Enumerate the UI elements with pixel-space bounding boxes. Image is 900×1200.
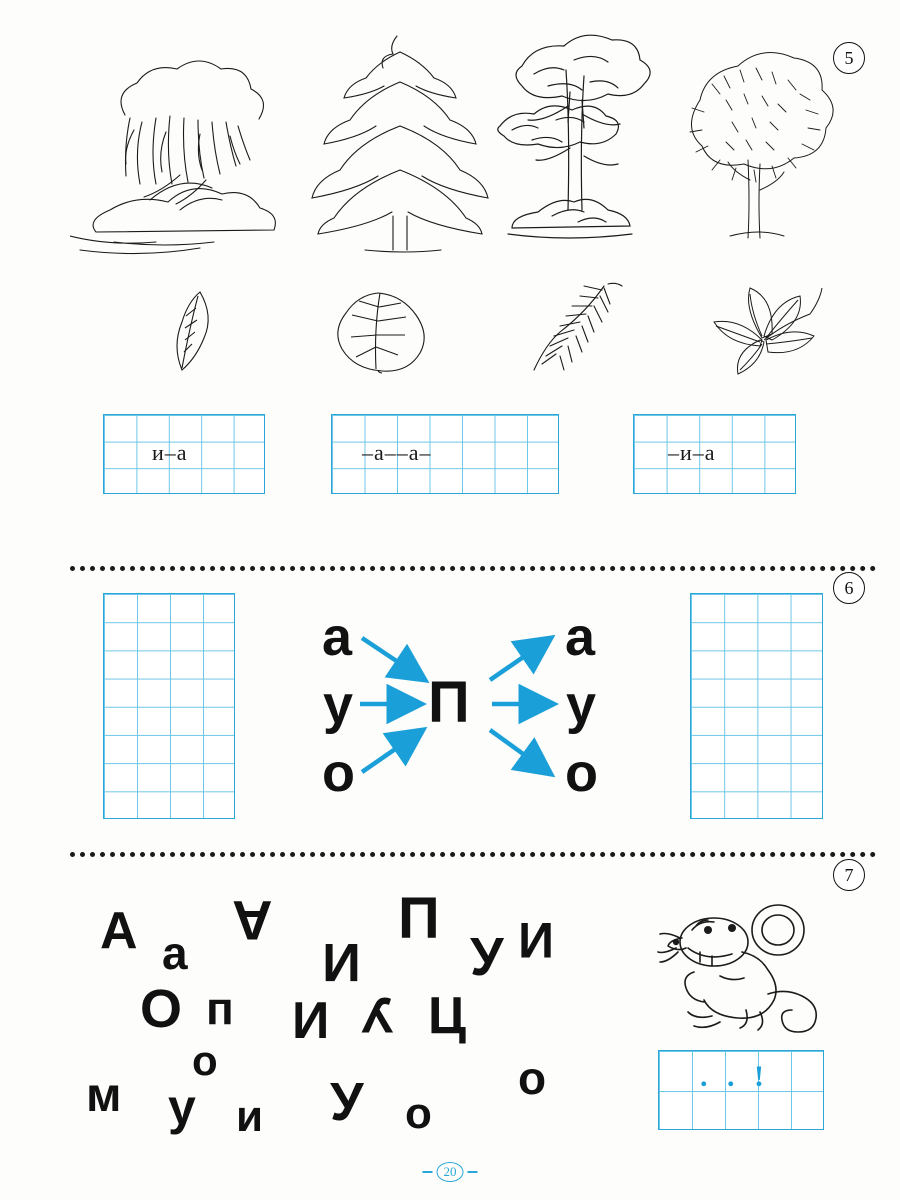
scattered-letter[interactable]: У (362, 987, 394, 1043)
page-number-dash-left (423, 1171, 433, 1172)
cartoon-mouse-picture (650, 890, 840, 1040)
pine-tree-picture (478, 30, 668, 245)
diagram-output-u: у (566, 675, 597, 735)
scattered-letter[interactable]: п (206, 982, 234, 1034)
scheme-right-marks: –и–а (668, 440, 716, 465)
page-number-value: 20 (437, 1162, 464, 1182)
scattered-letter[interactable]: и (236, 1092, 264, 1141)
spruce-needle-branch-picture (528, 280, 628, 375)
birch-leaf-picture (330, 285, 440, 375)
scattered-letter[interactable]: У (470, 927, 504, 987)
diagram-input-a: а (322, 607, 353, 667)
exercise-number-5: 5 (833, 42, 865, 74)
scattered-letter[interactable]: о (405, 1089, 432, 1138)
scattered-letter[interactable]: у (168, 1079, 196, 1135)
exercise-5 (0, 0, 900, 550)
left-writing-grid[interactable] (103, 593, 235, 819)
right-writing-grid[interactable] (690, 593, 823, 819)
page-number-dash-right (468, 1171, 478, 1172)
page-number (423, 1162, 478, 1182)
diagram-output-a: а (565, 607, 596, 667)
spruce-tree-picture (305, 30, 495, 255)
scattered-letter[interactable]: А (232, 889, 273, 952)
scattered-letter[interactable]: о (192, 1037, 218, 1084)
diagram-output-o: о (565, 743, 598, 803)
diagram-input-u: у (323, 675, 354, 735)
exercise-number-6: 6 (833, 572, 865, 604)
scheme-center-marks: –а––а– (362, 440, 432, 465)
scattered-letter[interactable]: О (140, 979, 183, 1039)
scattered-letter[interactable]: И (322, 932, 361, 992)
scheme-left-marks: и–а (152, 440, 188, 465)
scattered-letter[interactable]: И (292, 992, 330, 1050)
chestnut-tree-picture (660, 40, 845, 245)
diagram-center-letter: П (428, 670, 470, 735)
scattered-letter[interactable]: м (86, 1069, 122, 1122)
mouse-scheme-marks: . . ! (700, 1060, 770, 1093)
scattered-letter[interactable]: И (518, 912, 554, 968)
scattered-letter[interactable]: о (518, 1052, 547, 1104)
scattered-letter[interactable]: Ц (428, 987, 466, 1045)
scattered-letter[interactable]: У (330, 1072, 364, 1132)
willow-leaf-picture (170, 288, 220, 374)
diagram-arrows (300, 590, 630, 820)
exercise-number-7: 7 (833, 859, 865, 891)
willow-tree-picture (70, 60, 285, 255)
scattered-letter[interactable]: П (398, 886, 440, 951)
scattered-letter[interactable]: а (162, 927, 188, 979)
scattered-letter[interactable]: А (100, 902, 138, 960)
exercise-6 (0, 570, 900, 840)
chestnut-leaf-picture (700, 282, 825, 377)
diagram-input-o: о (322, 743, 355, 803)
